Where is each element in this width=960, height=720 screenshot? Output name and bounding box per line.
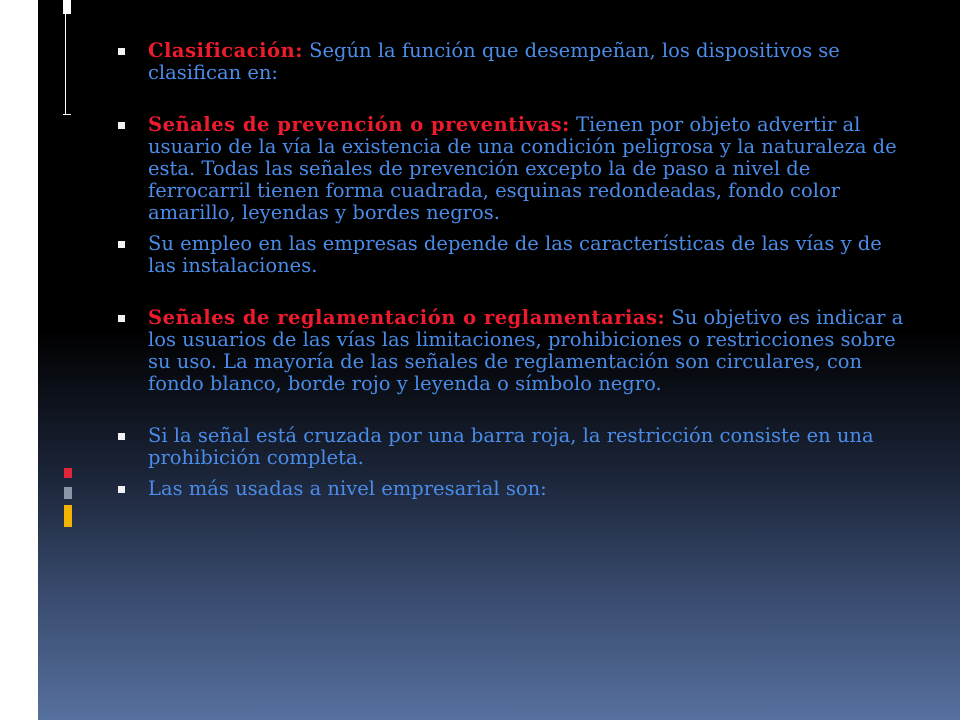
bullet-square-icon [118, 241, 125, 248]
bullet-square-icon [118, 433, 125, 440]
decorative-top-bar-thin [63, 14, 65, 114]
decorative-gray-square [64, 487, 72, 499]
bullet-paragraph-mas-usadas [110, 478, 910, 500]
paragraph-text: Si la señal está cruzada por una barra roja, la restricción consiste en una prohibición completa. [148, 424, 874, 469]
paragraph-text: Las más usadas a nivel empresarial son: [148, 477, 547, 500]
bullet-paragraph-barra-roja [110, 425, 910, 469]
bullet-square-icon [118, 122, 125, 129]
slide-body [110, 40, 910, 500]
bullet-paragraph-clasificacion [110, 40, 910, 84]
bullet-paragraph-empleo [110, 233, 910, 277]
bullet-paragraph-reglamentacion [110, 307, 910, 395]
bullet-square-icon [118, 48, 125, 55]
decorative-yellow-bar [64, 505, 72, 527]
bullet-square-icon [118, 315, 125, 322]
paragraph-text: Tienen por objeto advertir al usuario de la vía la existencia de una condición peligrosa y la naturaleza de esta. Todas las señales de prevención excepto la de paso a nivel de ferrocarril tienen forma cuadrada, esquinas redondeadas, fondo color amarillo, leyendas y bordes negros. [148, 113, 897, 224]
paragraph-lead: Señales de prevención o preventivas: [148, 113, 570, 136]
paragraph-text: Su empleo en las empresas depende de las características de las vías y de las instalaciones. [148, 232, 882, 277]
paragraph-text: Su objetivo es indicar a los usuarios de las vías las limitaciones, prohibiciones o restricciones sobre su uso. La mayoría de las señales de reglamentación son circulares, con fondo blanco, borde rojo y leyenda o símbolo negro. [148, 306, 904, 395]
bullet-square-icon [118, 486, 125, 493]
paragraph-text: Según la función que desempeñan, los dispositivos se clasifican en: [148, 39, 840, 84]
decorative-red-square [64, 468, 72, 478]
bullet-paragraph-prevencion [110, 114, 910, 224]
slide-left-margin [0, 0, 38, 720]
paragraph-lead: Señales de reglamentación o reglamentarias: [148, 306, 666, 329]
paragraph-lead: Clasificación: [148, 39, 303, 62]
decorative-top-bar [66, 14, 71, 114]
